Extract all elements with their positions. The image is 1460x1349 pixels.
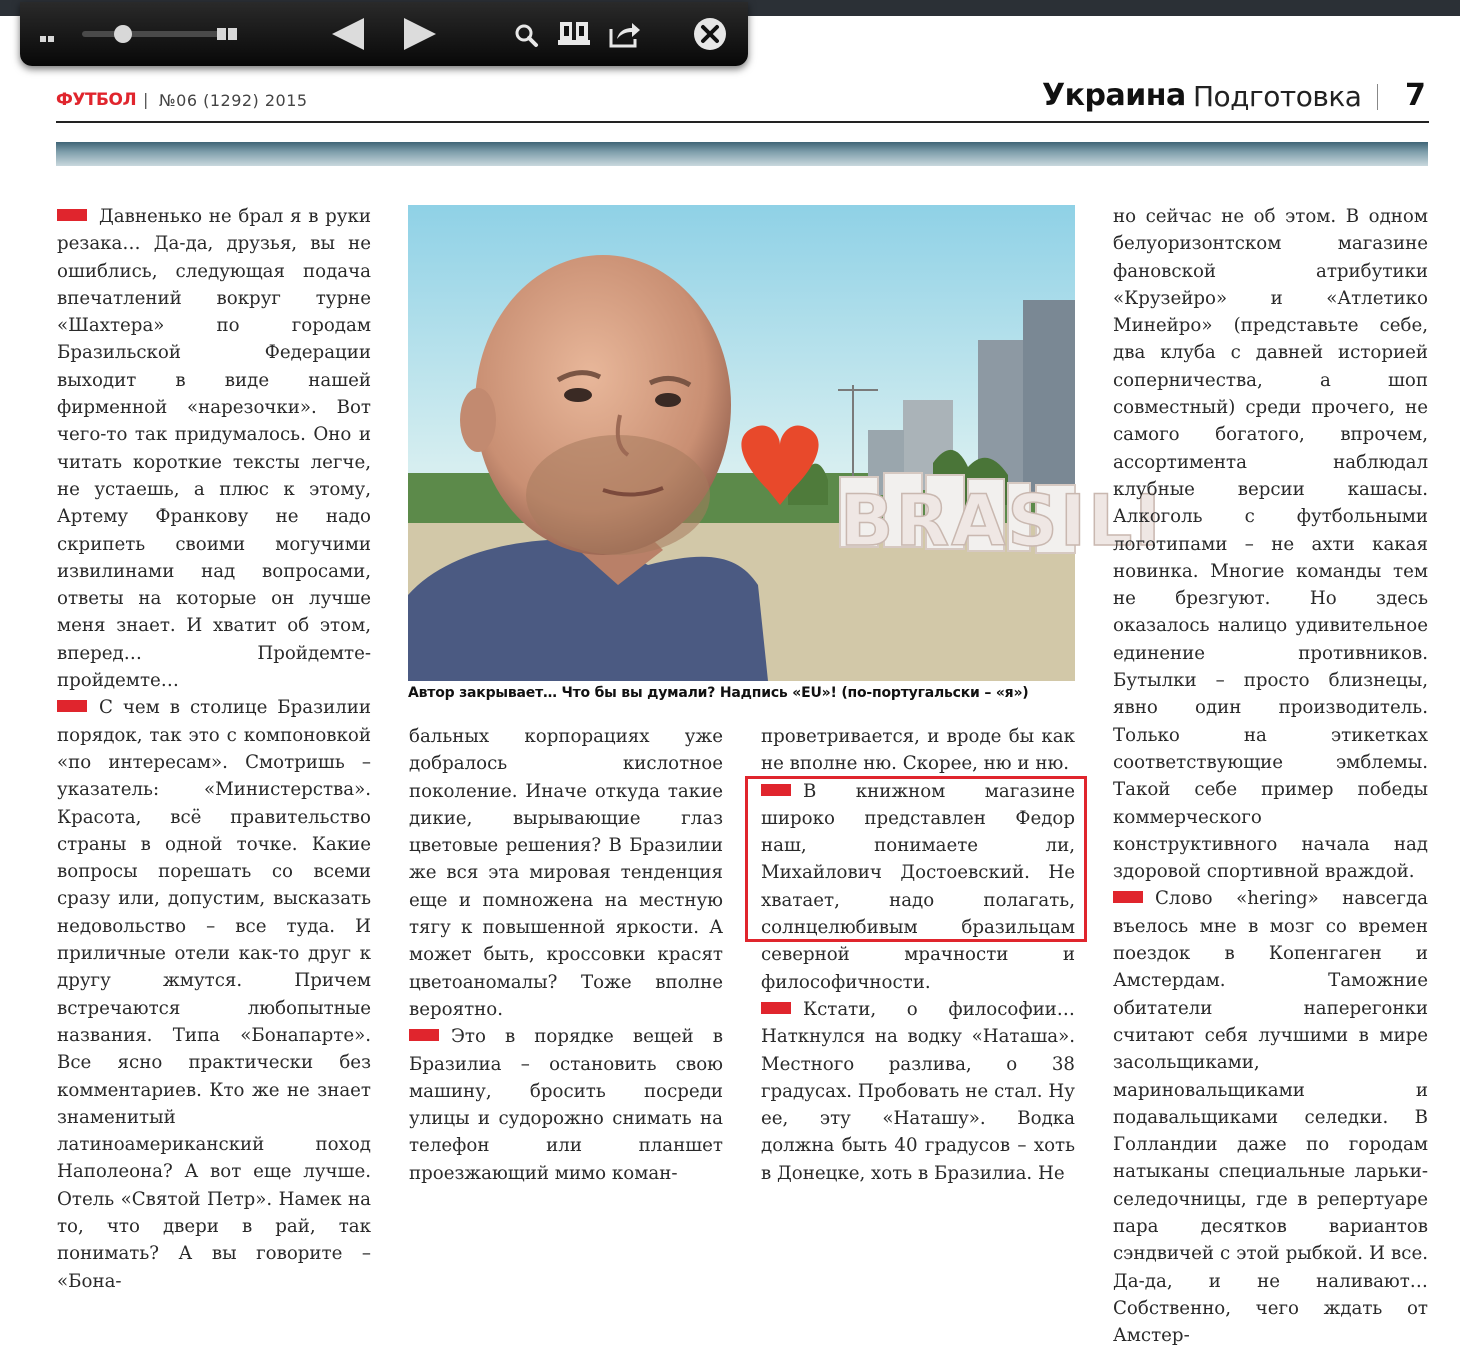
share-icon[interactable] — [608, 19, 642, 49]
page-slider-knob[interactable] — [114, 25, 132, 43]
paragraph: С чем в столице Бразилии порядок, так это с компоновкой «по интересам». Смотришь – указатель: «Министерства». Красота, всё правительство страны в одной точке. Какие вопросы порешать со всеми сразу или, допустим, высказать недовольство – все туда. И приличные отели как-то друг к другу жмутся. Причем встречаются любопытные названия. Типа «Бонапарте». Все ясно практически без комментариев. Кто же не знает знаменитый латиноамериканский поход Наполеона? А вот еще лучше. Отель «Святой Петр». Намек на то, что двери в рай, так понимать? А вы говорите – «Бона- — [57, 697, 371, 1292]
paragraph-marker — [57, 209, 87, 221]
decorative-band — [56, 142, 1428, 166]
small-grid-icon[interactable] — [40, 29, 54, 39]
paragraph: Кстати, о философии… Наткнулся на водку «Наташа». Местного разлива, о 38 градусах. Пробовать не стал. Ну ее, эту «Наташу». Водка должна быть 40 градусов – хоть в Донецке, хоть в Бразилиа. Не — [761, 998, 1075, 1184]
paragraph-marker — [409, 1029, 439, 1041]
large-grid-icon[interactable] — [216, 26, 238, 42]
page-subtitle: Подготовка — [1193, 80, 1362, 113]
article-column-1 — [57, 203, 371, 1295]
prev-arrow-icon[interactable] — [330, 16, 366, 52]
paragraph: но сейчас не об этом. В одном белуоризонтском магазине фановской атрибутики «Крузейро» и «Атлетико Минейро» (представьте себе, два клуба с давней историей соперничества, а шоп совместный) среди прочего, не самого богатого, впрочем, ассортимента наблюдал клубные версии кашасы. Алкоголь с футбольными логотипами – не ахти какая новинка. Многие команды тем не брезгуют. Но здесь оказалось налицо удивительное единение противников. Бутылки – просто близнецы, явно один производитель. Только на этикетках соответствующие эмблемы. Такой себе пример победы коммерческого конструктивного начала над здоровой спортивной враждой. — [1113, 206, 1428, 883]
page-number: 7 — [1405, 78, 1426, 113]
next-arrow-icon[interactable] — [402, 16, 438, 52]
header-rule — [56, 121, 1429, 123]
issue-number: №06 (1292) 2015 — [159, 91, 308, 110]
photo-caption: Автор закрывает… Что бы вы думали? Надпись «EU»! (по-португальски – «я») — [408, 685, 1029, 701]
header-divider — [1377, 84, 1378, 110]
highlighted-paragraph: В книжном магазине широко представлен Федор наш, понимаете ли, Михайлович Достоевский. Не хватает, надо полагать, солнцелюбивым бразильцам северной мрачности и философичности. — [761, 780, 1075, 993]
paragraph-marker — [761, 1002, 791, 1014]
paragraph-marker — [1113, 891, 1143, 903]
section-label: ФУТБОЛ — [56, 90, 137, 110]
page-title: Украина — [1042, 78, 1186, 113]
brasilia-sign-text: BRASILI — [840, 480, 1163, 562]
search-icon[interactable] — [514, 22, 540, 48]
reader-toolbar — [20, 2, 748, 66]
paragraph: бальных корпорациях уже добралось кислотное поколение. Иначе откуда такие дикие, вырывающие глаз цветовые решения? В Бразилии же вся эта мировая тенденция еще и помножена на местную тягу к повышенной яркости. А может быть, кроссовки красят цветоаномалы? Тоже вполне вероятно. — [409, 726, 723, 1020]
paragraph: Давненько не брал я в руки резака… Да-да, друзья, вы не ошиблись, следующая подача впечатлений вокруг турне «Шахтера» по городам Бразильской Федерации выходит в виде нашей фирменной «нарезочки». Вот чего-то так придумалось. Оно и читать короткие тексты легче, не устаешь, а плюс к этому, Артему Франкову не надо скрипеть своими могучими извилинами над вопросами, ответы на которые он лучше меня знает. И хватит об этом, вперед… Пройдемте-пройдемте… — [57, 206, 371, 692]
close-icon[interactable] — [693, 17, 727, 51]
article-column-2 — [409, 723, 723, 1187]
highlight-box — [745, 776, 1087, 942]
page-slider[interactable] — [82, 31, 226, 37]
paragraph: Это в порядке вещей в Бразилиа – остановить свою машину, бросить посреди улицы и судорожно снимать на телефон или планшет проезжающий мимо коман- — [409, 1026, 723, 1184]
paragraph-marker — [57, 700, 87, 712]
paragraph: проветривается, и вроде бы как не вполне ню. Скорее, ню и ню. — [761, 726, 1075, 775]
header-separator: | — [143, 90, 149, 109]
article-photo — [408, 205, 1163, 681]
book-icon[interactable] — [557, 20, 591, 48]
paragraph: Слово «hering» навсегда въелось мне в мозг со времен поездок в Копенгаген и Амстердам. Таможние обитатели наперегонки считают себя лучшими в мире засольщиками, мариновальщиками и подавальщиками селедки. В Голландии даже по городам натыканы специальные ларьки-селедочницы, где в репертуаре пара десятков вариантов сэндвичей с этой рыбкой. И все. Да-да, и не наливают… Собственно, чего ждать от Амстер- — [1113, 888, 1428, 1347]
article-column-4 — [1113, 203, 1428, 1349]
